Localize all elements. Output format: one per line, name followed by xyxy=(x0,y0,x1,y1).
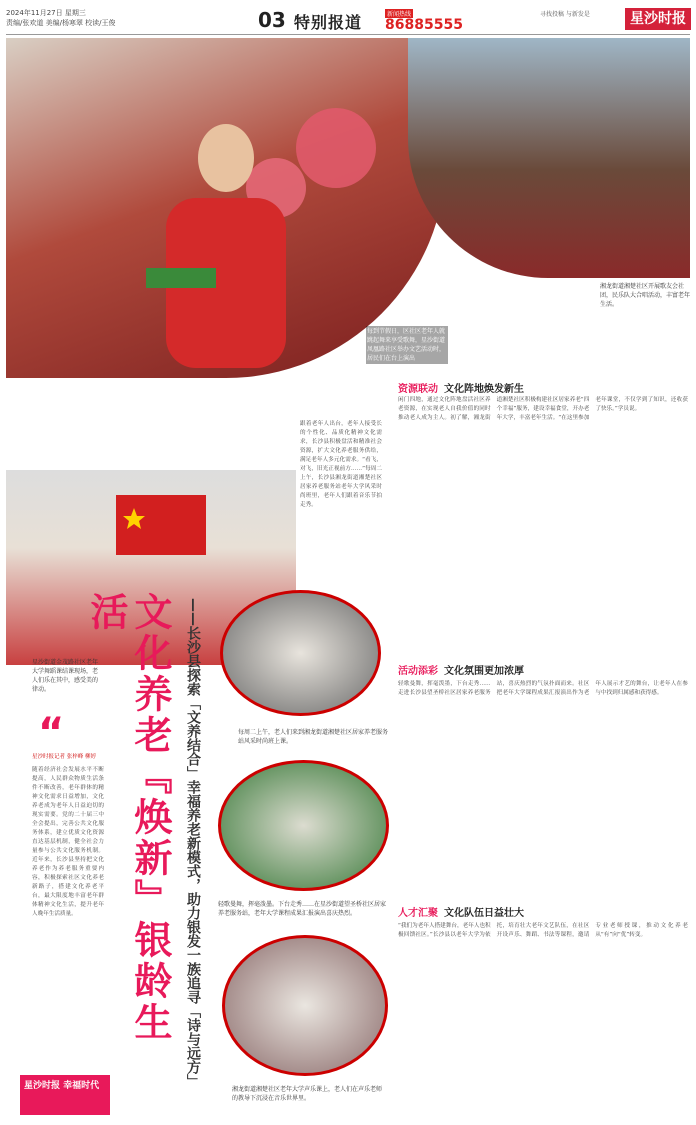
section-3-title: 文化队伍日益壮大 xyxy=(444,908,524,919)
section-1-text: 闲门四地，通过文化阵地盘活社区养老资源，在实现老人自我价值的同时推动老人成为主人。初了解，湘龙街道湘楚社区积极构建社区居家养老“四个幸福”服务，建设幸福食堂，开办老年大学，丰富老年生活。“在这里参加老年课堂，不仅学到了知识，还收获了快乐。”学员说。 xyxy=(398,397,688,421)
flag-photo-caption: 星沙街道金茂路社区老年大学舞蹈课结课现场，老人们乐在其中，感受美的律动。 xyxy=(32,659,99,693)
circle-photo-3-caption: 湘龙街道湘楚社区老年大学声乐课上，老人们在声乐老师的教导下沉浸在音乐世界里。 xyxy=(232,1086,383,1102)
circle-photo-2-caption: 轻歌曼舞，挥毫泼墨。下台走秀……在星沙街道望圣桥社区居家养老服务站，老年大学课程成果汇报演出喜庆热烈。 xyxy=(218,901,387,917)
section-1-tag: 资源联动 xyxy=(398,384,438,395)
section-1-heading xyxy=(398,380,524,395)
section-2-text: 轻歌曼舞，挥毫泼墨，下台走秀……走进长沙县望圣桥社区居家养老服务站，喜庆热烈的气氛扑面而来。社区把老年大学课程成果汇报演出作为老年人展示才艺的舞台，让老年人在参与中找到归属感和获得感。 xyxy=(398,681,688,696)
section-3-heading xyxy=(398,904,524,919)
date-line: 2024年11月27日 星期三 xyxy=(6,9,86,17)
byline: 星沙时报记者 张梓峰 柳婷 xyxy=(32,754,96,760)
section-2-tag: 活动添彩 xyxy=(398,666,438,677)
editor-box: 寻找投稿 与新发是 xyxy=(540,11,590,18)
main-headline: 文化养老『焕新』银龄生活 xyxy=(84,592,172,1043)
section-2-title: 文化氛围更加浓厚 xyxy=(444,666,524,677)
masthead-dateline xyxy=(6,8,156,28)
circle-photo-3 xyxy=(222,935,388,1076)
section-number: 03 xyxy=(258,8,286,32)
quote-mark: “ xyxy=(38,710,65,756)
right-photo-caption: 湘龙街道湘楚社区开展歌友会社团，民乐队大合唱活动，丰富老年生活。 xyxy=(600,283,691,308)
section-2-heading xyxy=(398,662,524,677)
sub-headline: ——长沙县探索「文养结合」幸福养老新模式，助力银发一族追寻「诗与远方」 xyxy=(185,598,201,1088)
brand-logo: 星沙时报 xyxy=(625,8,691,30)
top-photo-caption: 每到节假日，区社区老年人就跳起舞来享受歌舞，星沙街道凤凰路社区举办文艺活动时，居民们在台上演出 xyxy=(366,326,448,364)
hotline-number: 86885555 xyxy=(385,17,463,33)
editors-line: 责编/张欢道 美编/杨寒翠 校读/王俊 xyxy=(6,19,116,27)
section-3-text: “我们为老年人搭建舞台，老年人也积极回馈社区。”长沙县以老年大学为依托，培育壮大老年文艺队伍，在社区开设声乐、舞蹈、书法等课程，邀请专业老师授课，推动文化养老从“有”向“优”转变。 xyxy=(398,923,688,938)
footer-logo: 星沙时报 幸福时代 xyxy=(20,1075,110,1115)
section-1-title: 文化阵地焕发新生 xyxy=(444,384,524,395)
intro-text: 随着经济社会发展水平不断提高，人民群众物质生活条件不断改善，老年群体的精神文化需求日益增加，文化养老成为老年人日益迫切的现实需要。党的二十届三中全会提出，完善公共文化服务体系，建立优质文化资源直达基层机制，健全社会力量参与公共文化服务机制。近年来，长沙县坚持把文化养老作为养老服务重要内容，积极探索社区文化养老新路子，搭建文化养老平台，最大限度地丰富老年群体精神文化生活，提升老年人晚年生活质量。 xyxy=(32,767,104,917)
lead-paragraph: 跟着老年人出台，老年人接受长的个性化、品质化精神文化需求，长沙县积极盘活和精准社会资源，扩大文化养老服务供给，满足老年人多元化需求。“看飞，对飞，旧光正视前方……”每周二上午，长沙县湘龙街道湘楚社区居家养老服务站老年大学风采时尚班里，老年人们跟着音乐节拍走秀。 xyxy=(300,421,382,508)
section-3-tag: 人才汇聚 xyxy=(398,908,438,919)
audience-photo xyxy=(408,38,690,278)
circle-photo-2 xyxy=(218,760,389,891)
circle-photo-1-caption: 每周二上午，老人们来到湘龙街道湘楚社区居家养老服务站风采时尚班上课。 xyxy=(238,729,389,745)
hotline-label: 新闻热线 xyxy=(387,11,412,18)
header-rule xyxy=(6,34,690,35)
section-name: 特别报道 xyxy=(294,13,363,32)
